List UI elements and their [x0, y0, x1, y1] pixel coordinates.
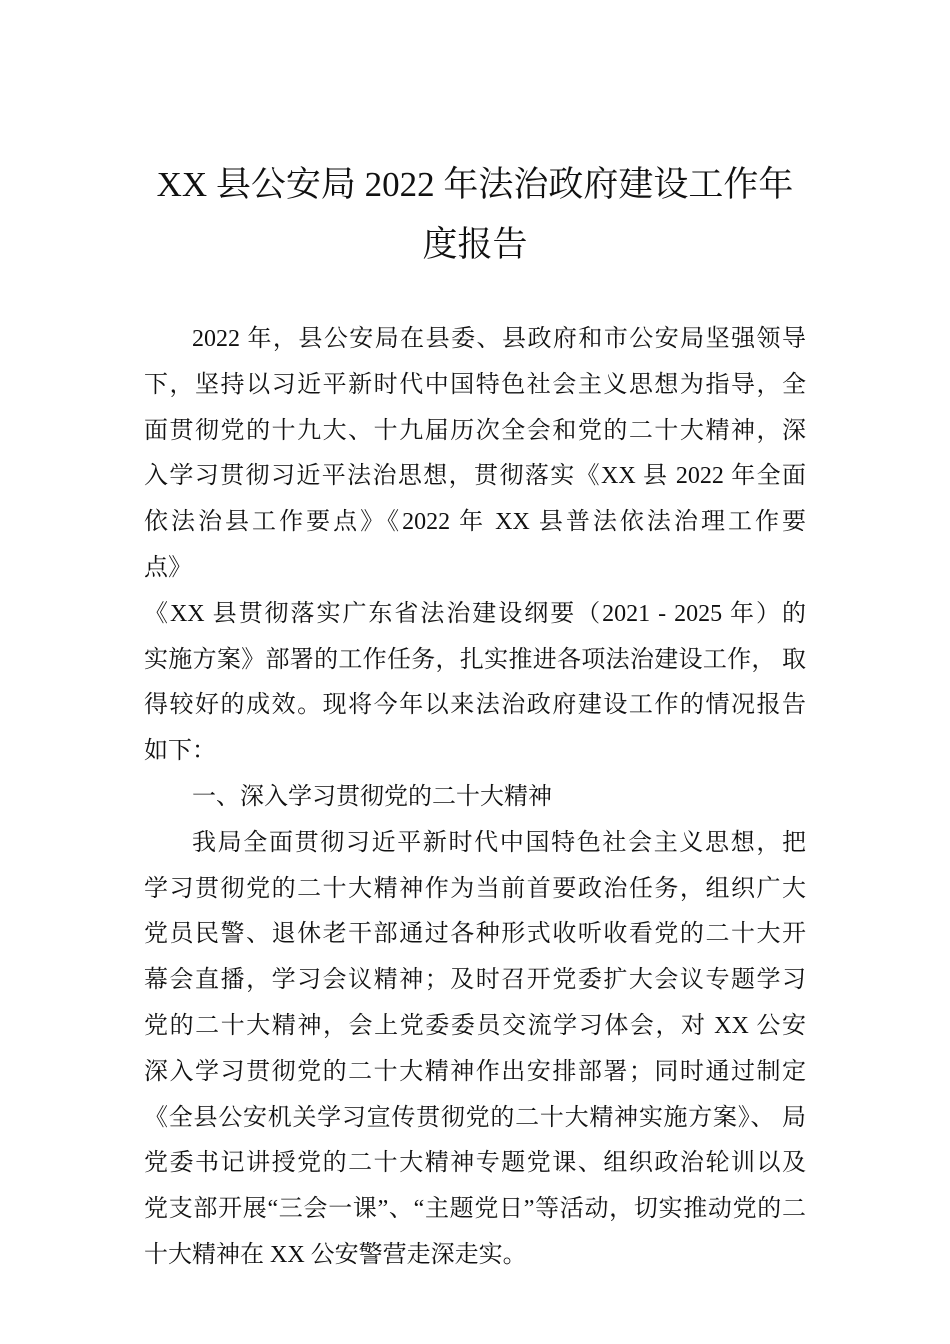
body-line: 党支部开展“三会一课”、“主题党日”等活动，切实推动党的二: [144, 1196, 806, 1223]
body-line: 2022 年，县公安局在县委、县政府和市公安局坚强领导: [192, 326, 806, 352]
body-line: 幕会直播，学习会议精神；及时召开党委扩大会议专题学习: [144, 967, 806, 994]
body-line: 我局全面贯彻习近平新时代中国特色社会主义思想，把: [192, 829, 806, 856]
body-line: 点》: [144, 554, 192, 581]
body-line: 入学习贯彻习近平法治思想，贯彻落实《XX 县 2022 年全面: [144, 463, 806, 490]
body-line: 《XX 县贯彻落实广东省法治建设纲要（2021 - 2025 年）的: [144, 600, 806, 627]
document-title-line-2: 度报告: [422, 225, 528, 264]
document-title-line-1: XX 县公安局 2022 年法治政府建设工作年: [156, 165, 794, 204]
document-body: [144, 317, 806, 1279]
body-line: 党员民警、退休老干部通过各种形式收听收看党的二十大开: [144, 921, 806, 948]
body-line: 党的二十大精神，会上党委委员交流学习体会，对 XX 公安: [144, 1012, 806, 1039]
body-line: 党委书记讲授党的二十大精神专题党课、组织政治轮训以及: [144, 1150, 806, 1177]
body-line: 得较好的成效。现将今年以来法治政府建设工作的情况报告: [144, 692, 806, 719]
body-line: 深入学习贯彻党的二十大精神作出安排部署；同时通过制定: [144, 1058, 806, 1085]
section-heading: 一、深入学习贯彻党的二十大精神: [192, 783, 552, 810]
body-line: 面贯彻党的十九大、十九届历次全会和党的二十大精神，深: [144, 417, 806, 444]
body-line: 实施方案》部署的工作任务，扎实推进各项法治建设工作， 取: [144, 646, 806, 673]
body-line: 《全县公安机关学习宣传贯彻党的二十大精神实施方案》、 局: [144, 1104, 806, 1131]
body-line: 学习贯彻党的二十大精神作为当前首要政治任务，组织广大: [144, 875, 806, 902]
body-line: 下，坚持以习近平新时代中国特色社会主义思想为指导，全: [144, 371, 806, 398]
body-line: 依法治县工作要点》《2022 年 XX 县普法依法治理工作要: [144, 509, 806, 536]
body-line: 十大精神在 XX 公安警营走深走实。: [144, 1241, 527, 1268]
body-line: 如下：: [144, 738, 216, 765]
